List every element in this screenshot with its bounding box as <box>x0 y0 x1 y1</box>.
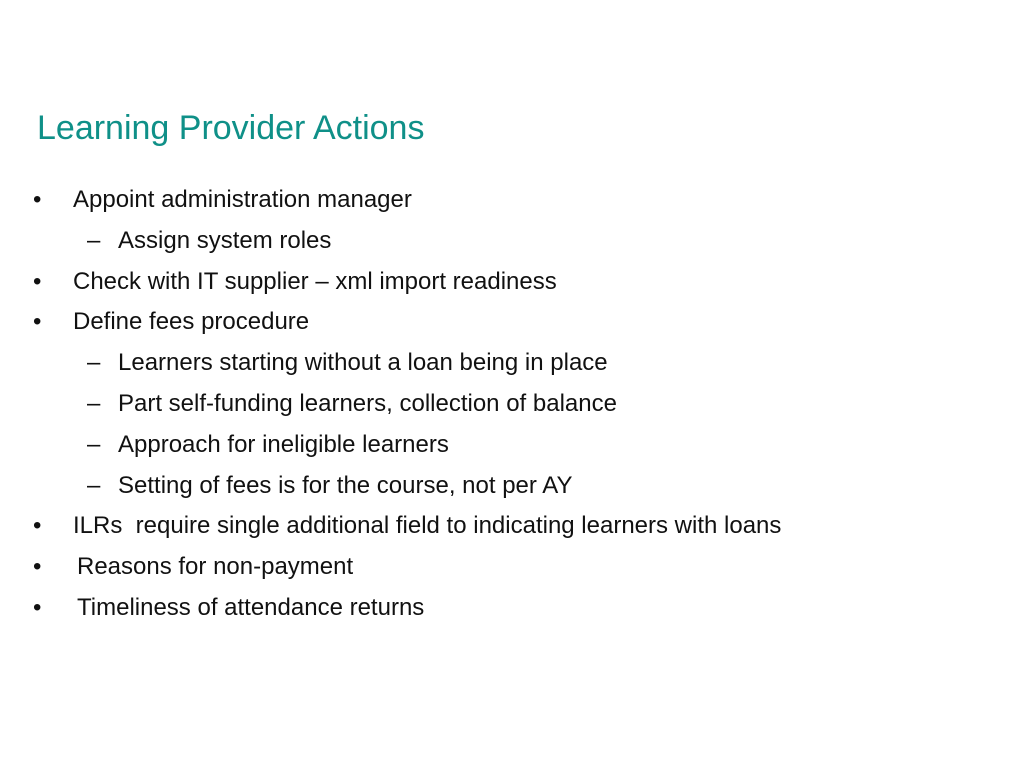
sub-bullet-text: Learners starting without a loan being in place <box>118 349 608 377</box>
bullet-text: Check with IT supplier – xml import readiness <box>73 267 557 295</box>
slide-title: Learning Provider Actions <box>37 109 425 147</box>
dash-marker: – <box>87 349 101 377</box>
bullet-item-appoint-manager <box>0 180 1023 221</box>
bullet-marker: • <box>33 512 42 540</box>
sub-bullet-item-learners-without-loan <box>0 343 1023 384</box>
bullet-marker: • <box>33 308 42 336</box>
bullet-text: Appoint administration manager <box>73 186 412 213</box>
dash-marker: – <box>87 389 101 417</box>
sub-bullet-item-assign-roles <box>0 221 1023 262</box>
bullet-text: ILRs require single additional field to indicating learners with loans <box>73 512 782 540</box>
bullet-item-ilrs <box>0 506 1023 547</box>
bullet-marker: • <box>33 553 42 581</box>
sub-bullet-item-self-funding <box>0 384 1023 425</box>
sub-bullet-text: Part self-funding learners, collection of balance <box>118 389 617 417</box>
bullet-item-fees-procedure <box>0 302 1023 343</box>
bullet-list <box>0 180 1023 629</box>
dash-marker: – <box>87 430 101 458</box>
sub-bullet-text: Assign system roles <box>118 226 332 254</box>
bullet-text: Define fees procedure <box>73 308 310 336</box>
bullet-marker: • <box>33 267 42 295</box>
bullet-marker: • <box>33 593 42 621</box>
bullet-item-attendance <box>0 588 1023 629</box>
dash-marker: – <box>87 226 101 254</box>
sub-bullet-text: Setting of fees is for the course, not per AY <box>118 471 573 499</box>
sub-bullet-item-ineligible <box>0 425 1023 466</box>
sub-bullet-item-setting-fees <box>0 466 1023 507</box>
sub-bullet-text: Approach for ineligible learners <box>118 430 449 458</box>
bullet-item-non-payment <box>0 547 1023 588</box>
bullet-text: Timeliness of attendance returns <box>77 593 425 621</box>
bullet-text: Reasons for non-payment <box>77 553 354 581</box>
bullet-item-it-supplier <box>0 262 1023 303</box>
bullet-marker: • <box>33 186 42 213</box>
dash-marker: – <box>87 471 101 499</box>
